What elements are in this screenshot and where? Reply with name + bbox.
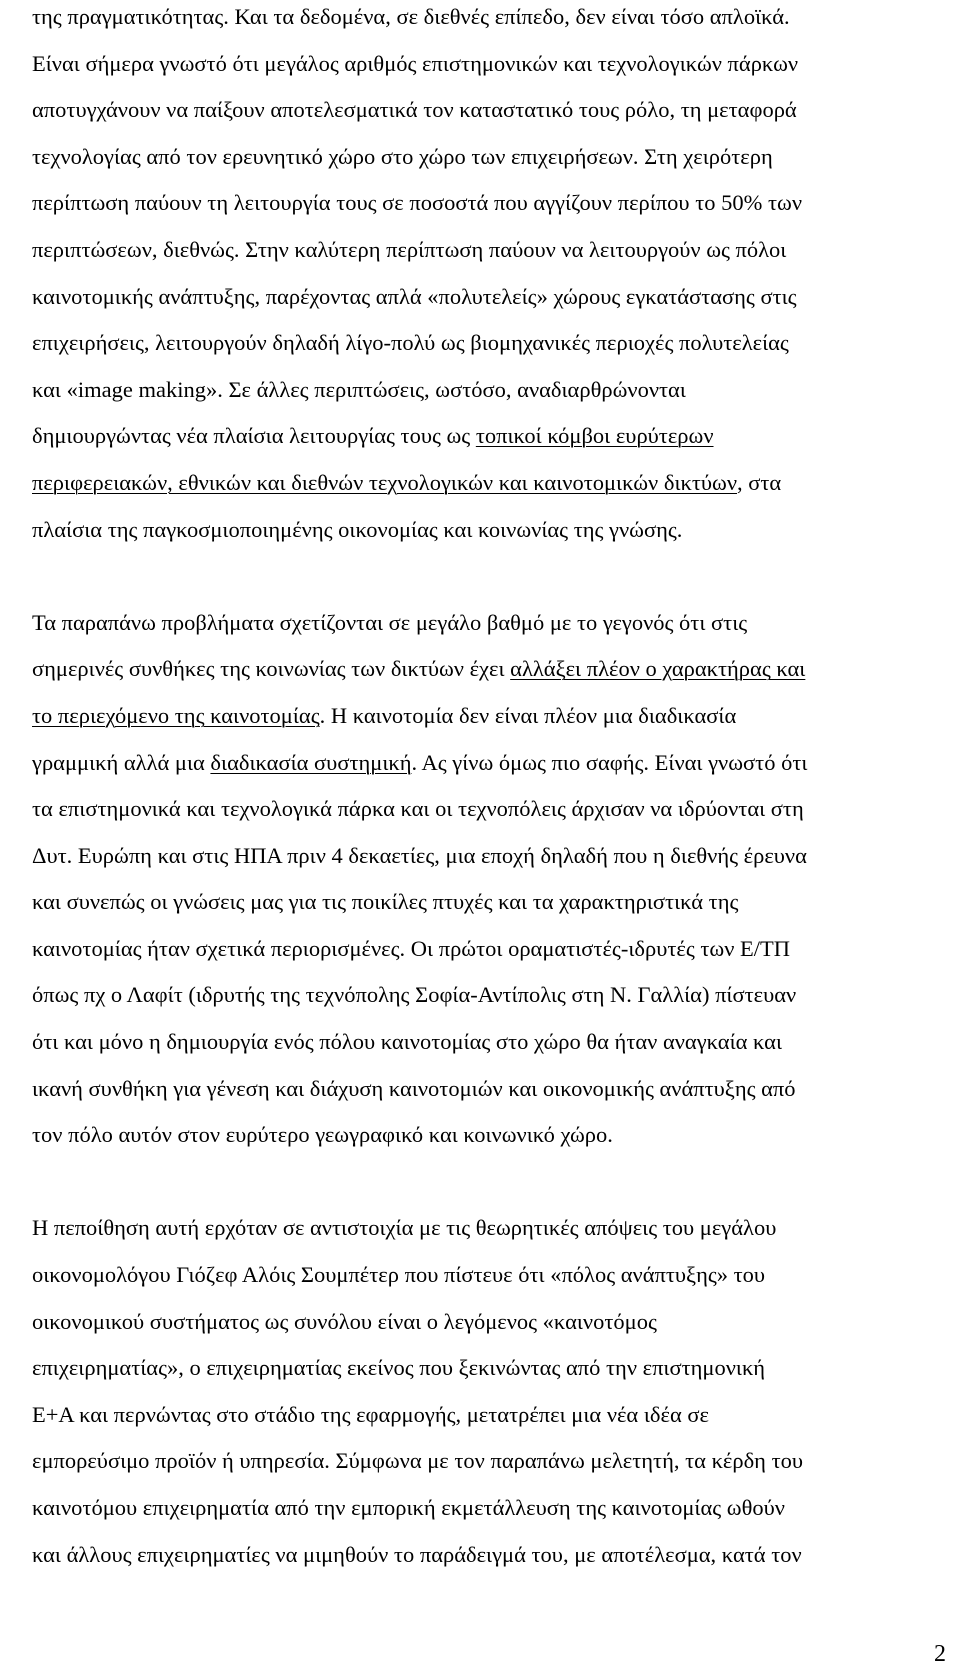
text-segment: πλαίσια της παγκοσμιοποιημένης οικονομίας και κοινωνίας της γνώσης.: [32, 516, 683, 542]
text-segment: οικονομολόγου Γιόζεφ Αλόις Σουμπέτερ που πίστευε ότι «πόλος ανάπτυξης» του: [32, 1262, 766, 1288]
paragraph-gap: [32, 553, 952, 600]
text-line: [32, 413, 952, 460]
text-segment: Η πεποίθηση αυτή ερχόταν σε αντιστοιχία με τις θεωρητικές απόψεις του μεγάλου: [32, 1215, 777, 1241]
paragraph-gap: [32, 1159, 952, 1206]
text-segment: τα επιστημονικά και τεχνολογικά πάρκα και οι τεχνοπόλεις άρχισαν να ιδρύονται στη: [32, 796, 804, 822]
text-segment: ότι και μόνο η δημιουργία ενός πόλου καινοτομίας στο χώρο θα ήταν αναγκαία και: [32, 1029, 783, 1055]
text-line: [32, 740, 952, 787]
text-line: [32, 1299, 952, 1346]
text-segment: και άλλους επιχειρηματίες να μιμηθούν το παράδειγμά του, με αποτέλεσμα, κατά τον: [32, 1541, 802, 1567]
underlined-phrase: τοπικοί κόμβοι ευρύτερων: [475, 423, 714, 449]
text-segment: επιχειρηματίας», ο επιχειρηματίας εκείνος που ξεκινώντας από την επιστημονική: [32, 1355, 766, 1381]
text-segment: επιχειρήσεις, λειτουργούν δηλαδή λίγο-πολύ ως βιομηχανικές περιοχές πολυτελείας: [32, 330, 789, 356]
text-line: [32, 274, 952, 321]
text-segment: περίπτωση παύουν τη λειτουργία τους σε ποσοστά που αγγίζουν περίπου το 50% των: [32, 190, 802, 216]
text-segment: . Ας γίνω όμως πιο σαφής. Είναι γνωστό ότι: [411, 749, 808, 775]
text-line: [32, 1066, 952, 1113]
paragraph-2: [32, 600, 952, 1159]
text-segment: Ε+Α και περνώντας στο στάδιο της εφαρμογής, μετατρέπει μια νέα ιδέα σε: [32, 1401, 709, 1427]
text-segment: δημιουργώντας νέα πλαίσια λειτουργίας τους ως: [32, 423, 476, 449]
text-line: [32, 1392, 952, 1439]
text-segment: καινοτομικής ανάπτυξης, παρέχοντας απλά «πολυτελείς» χώρους εγκατάστασης στις: [32, 283, 797, 309]
text-line: [32, 879, 952, 926]
text-line: [32, 0, 952, 41]
text-line: [32, 1345, 952, 1392]
text-segment: όπως πχ ο Λαφίτ (ιδρυτής της τεχνόπολης Σοφία-Αντίπολις στη Ν. Γαλλία) πίστευαν: [32, 982, 797, 1008]
underlined-phrase: διαδικασία συστημική: [210, 749, 412, 775]
text-segment: αποτυγχάνουν να παίξουν αποτελεσματικά τον καταστατικό τους ρόλο, τη μεταφορά: [32, 97, 797, 123]
text-line: [32, 693, 952, 740]
text-segment: σημερινές συνθήκες της κοινωνίας των δικτύων έχει: [32, 656, 511, 682]
text-segment: και «image making». Σε άλλες περιπτώσεις, ωστόσο, αναδιαρθρώνονται: [32, 376, 686, 402]
text-line: [32, 367, 952, 414]
text-line: [32, 227, 952, 274]
text-line: [32, 1112, 952, 1159]
underlined-phrase: περιφερειακών, εθνικών και διεθνών τεχνολογικών και καινοτομικών δικτύων: [32, 469, 738, 495]
underlined-phrase: το περιεχόμενο της καινοτομίας: [32, 702, 320, 728]
text-line: [32, 1019, 952, 1066]
paragraph-1: [32, 0, 952, 553]
text-segment: . Η καινοτομία δεν είναι πλέον μια διαδικασία: [319, 702, 737, 728]
text-line: [32, 320, 952, 367]
text-line: [32, 180, 952, 227]
text-line: [32, 1532, 952, 1579]
text-segment: τον πόλο αυτόν στον ευρύτερο γεωγραφικό και κοινωνικό χώρο.: [32, 1122, 613, 1148]
text-segment: Τα παραπάνω προβλήματα σχετίζονται σε μεγάλο βαθμό με το γεγονός ότι στις: [32, 609, 748, 635]
text-segment: Είναι σήμερα γνωστό ότι μεγάλος αριθμός επιστημονικών και τεχνολογικών πάρκων: [32, 50, 799, 76]
text-segment: γραμμική αλλά μια: [32, 749, 211, 775]
text-line: [32, 1438, 952, 1485]
text-segment: οικονομικού συστήματος ως συνόλου είναι ο λεγόμενος «καινοτόμος: [32, 1308, 657, 1334]
text-segment: εμπορεύσιμο προϊόν ή υπηρεσία. Σύμφωνα με τον παραπάνω μελετητή, τα κέρδη του: [32, 1448, 804, 1474]
text-line: [32, 1485, 952, 1532]
text-line: [32, 87, 952, 134]
text-line: [32, 507, 952, 554]
document-page: [32, 0, 952, 1578]
text-segment: τεχνολογίας από τον ερευνητικό χώρο στο χώρο των επιχειρήσεων. Στη χειρότερη: [32, 143, 773, 169]
text-segment: της πραγματικότητας. Και τα δεδομένα, σε διεθνές επίπεδο, δεν είναι τόσο απλοϊκά.: [32, 4, 790, 29]
text-line: [32, 646, 952, 693]
text-line: [32, 600, 952, 647]
text-line: [32, 926, 952, 973]
text-segment: Δυτ. Ευρώπη και στις ΗΠΑ πριν 4 δεκαετίες, μια εποχή δηλαδή που η διεθνής έρευνα: [32, 842, 807, 868]
text-line: [32, 134, 952, 181]
page-number: 2: [934, 1641, 946, 1667]
text-segment: , στα: [737, 469, 782, 495]
text-line: [32, 460, 952, 507]
text-line: [32, 41, 952, 88]
text-line: [32, 786, 952, 833]
text-segment: περιπτώσεων, διεθνώς. Στην καλύτερη περίπτωση παύουν να λειτουργούν ως πόλοι: [32, 236, 787, 262]
text-line: [32, 1252, 952, 1299]
paragraph-3: [32, 1205, 952, 1578]
text-segment: και συνεπώς οι γνώσεις μας για τις ποικίλες πτυχές και τα χαρακτηριστικά της: [32, 889, 739, 915]
text-line: [32, 833, 952, 880]
text-line: [32, 1205, 952, 1252]
text-segment: καινοτόμου επιχειρηματία από την εμπορική εκμετάλλευση της καινοτομίας ωθούν: [32, 1495, 785, 1520]
text-segment: καινοτομίας ήταν σχετικά περιορισμένες. Οι πρώτοι οραματιστές-ιδρυτές των Ε/ΤΠ: [32, 935, 791, 961]
text-segment: ικανή συνθήκη για γένεση και διάχυση καινοτομιών και οικονομικής ανάπτυξης από: [32, 1075, 796, 1101]
text-line: [32, 972, 952, 1019]
underlined-phrase: αλλάξει πλέον ο χαρακτήρας και: [510, 656, 806, 682]
